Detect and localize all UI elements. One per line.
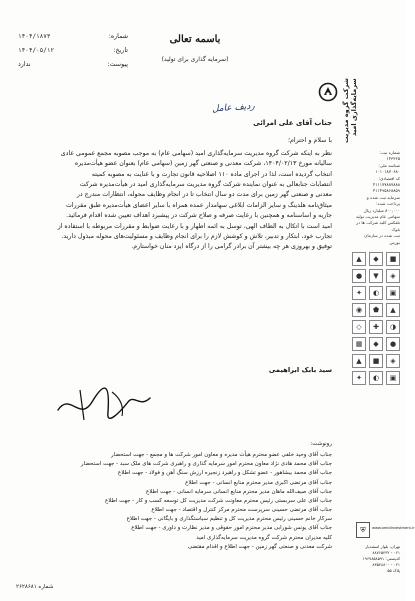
contact-line: پلاک ۵۵ [387, 568, 400, 573]
handwritten-note: ردیف عامل [211, 101, 256, 115]
cc-item: جناب آقای محمد هادی نژاد معاون محترم امور سرمایه گذاری و راهبری شرکت های ملک سبد - جهت استحضار [80, 461, 332, 468]
cc-item: سرکار خانم حسینی رئیس محترم مدیریت کل و تنظیم سیاستگذاری و بایگانی - جهت اطلاع [126, 516, 332, 523]
factory-15-icon: ◑ [386, 320, 400, 334]
factory-22-icon: ✦ [352, 371, 366, 385]
factory-10-icon: ◉ [352, 303, 366, 317]
sidebar-info-line: سهامی عام مدیریت تولید [355, 214, 400, 220]
paragraph-line: سالیانه مورخ ۱۴۰۴/۰۲/۱۳، شرکت معدنی و صنعتی گهر زمین (سهامی عام) بعنوان عضو هیأت‌مدیره [74, 160, 332, 168]
cc-item: جناب آقای یونس شورابی مدیر محترم امور حقوقی و مدیر نظارت و داوری - جهت اطلاع [131, 525, 332, 532]
factory-14-icon: ✚ [369, 320, 383, 334]
sidebar-info-line: شناسه ملی: ۱۰۱۰۱۸۷۰۶۸۰ [375, 162, 400, 175]
meta-date-row [18, 44, 128, 58]
sidebar-info [354, 150, 400, 246]
meta-date-label: تاریخ: [113, 47, 128, 54]
sidebar-info-line: ۱۴۳۳۶۵ [386, 156, 400, 162]
factory-12-icon: ▲ [386, 303, 400, 317]
factory-21-icon: ◈ [386, 354, 400, 368]
cc-item: جناب آقای محمد بیشاهور - عضو تشکل و راهبرد زنجیره ارزش سنگ آهن و فولاد - جهت اطلاع [117, 470, 332, 477]
factory-7-icon: ✦ [352, 286, 366, 300]
contact-line: کدپستی: ۱۹۶۷۸۵۸۵۹۱ [362, 556, 400, 561]
paragraph-line: جاریه و اساسنامه و همچنین با رعایت صرفه و صلاح شرکت در پیشبرد اهداف تعیین شده اقدام فرمائید. [66, 212, 332, 220]
company-website: www.omidinvestment.ir [372, 526, 415, 530]
factory-2-icon: ◆ [369, 252, 383, 266]
sidebar-info-line: شماره ثبت: [379, 150, 400, 155]
contact-line: ۰۲۱ - ۸۸۷۶۵۴۳۲ [372, 550, 400, 555]
meta-number-value: ۱۴۰۴/۱۸۷۳ [18, 33, 51, 40]
factory-3-icon: ■ [386, 252, 400, 266]
factory-11-icon: ⬟ [369, 303, 383, 317]
factory-24-icon: ▣ [386, 371, 400, 385]
cc-item: جناب آقای مرتضی حسینی سرپرست محترم مرکز کنترل و اقتصاد - جهت اطلاع [151, 507, 332, 514]
factory-13-icon: ◇ [352, 320, 366, 334]
paragraph-line: امید است با اتکال به الطاف الهی، توسل به ائمه اطهار و با رعایت ضوابط و مقررات مربوطه با استفاده از [57, 222, 332, 230]
paragraph-line: توفیق و بهروزی هر چه بیشتر آن برادر گرامی را از درگاه ایزد منان خواستارم. [131, 243, 332, 251]
cc-item: کلیه مدیران محترم شرکت گروه مدیریت سرمایه‌گذاری امید [196, 534, 332, 541]
paragraph-line: میثاق‌نامه هلدینگ و سایر الزامات ابلاغی سهامدار عمده همراه با سایر اعضای هیأت‌مدیره طبق مقررات [66, 201, 332, 209]
factory-16-icon: ▦ [352, 337, 366, 351]
meta-attachment-label: پیوست: [107, 61, 128, 68]
sidebar-info-text [354, 150, 400, 246]
bismillah-heading: باسمه تعالی [169, 34, 221, 45]
certificate-emblem-icon: ⛨ [356, 522, 370, 538]
factory-8-icon: ◐ [369, 286, 383, 300]
factory-5-icon: ▼ [369, 269, 383, 283]
cc-item: جناب آقای وحید خلفی عضو محترم هیأت مدیره و معاون امور شرکت ها و مجمع - جهت استحضار [110, 452, 332, 459]
company-contact [352, 544, 400, 574]
factory-9-icon: ▣ [386, 286, 400, 300]
factory-19-icon: ▲ [352, 354, 366, 368]
letter-body [14, 118, 332, 253]
paragraph-line: انتخاب گردیده است، لذا در اجرای ماده ۱۱۰ اصلاحیه قانون تجارت و با عنایت به مصوبه کمیته [91, 170, 332, 178]
sidebar-info-line: ۴۱۱۴۹۵۸۶۸۸۵۹ [373, 188, 400, 194]
cc-item: جناب آقای مرتضی اکبری مدیر محترم منابع انسانی - جهت اطلاع [185, 479, 332, 486]
sidebar-footer [352, 522, 415, 592]
signer-name: سید بابک ابراهیمی [268, 366, 332, 374]
factory-18-icon: ● [386, 337, 400, 351]
sidebar-info-line: تلفکس کلیه شرکت ها در بلوک [356, 220, 400, 232]
factory-17-icon: ◆ [369, 337, 383, 351]
paragraph-line: معدنی و صنعتی گهر زمین برای مدت دو سال انتخاب تا در انجام وظایف محوله، انتظارات مندرج در [76, 191, 332, 199]
greeting: با سلام و احترام؛ [288, 137, 332, 145]
company-logo-icon [318, 82, 338, 102]
factory-6-icon: ◈ [386, 269, 400, 283]
contact-line: تهران، بلوار اسفندیار [365, 544, 400, 549]
sidebar-info-line: سرمایه ثبت شده و پرداخت شده: [366, 194, 400, 207]
subsidiary-logos [352, 252, 400, 385]
cc-item: جناب آقای علی سربستی رئیس محترم معاونت شرکت مدیریت کل توسعه کسب و کار - جهت اطلاع [104, 497, 332, 504]
factory-20-icon: ■ [369, 354, 383, 368]
factory-4-icon: ● [352, 269, 366, 283]
letter-paragraph [14, 149, 332, 253]
meta-number-label: شماره: [108, 33, 128, 40]
factory-1-icon: ▲ [352, 252, 366, 266]
cc-item: جناب آقای صیف‌الله ماهان مدیر محترم منابع انسانی سرمایه انسانی - جهت اطلاع [145, 488, 332, 495]
cc-list [14, 440, 332, 552]
addressee: جناب آقای علی امرائی [253, 119, 332, 127]
signature-image [50, 372, 170, 432]
company-motto: (سرمایه گذاری برای تولید) [161, 56, 229, 63]
contact-line: ۰۲۱ - ۸۳۵۴۸۸۰۰ [372, 562, 400, 567]
sidebar-info-line: کد اقتصادی: ۴۱۱۱۷۷۸۸۷۸۸۸ [373, 175, 400, 188]
paragraph-line: انتصابات جنابعالی به عنوان نماینده شرکت گروه مدیریت سرمایه‌گذاری امید در هیأت‌مدیره شرکت [79, 181, 332, 189]
meta-number-row [18, 30, 128, 44]
meta-date-value: ۱۴۰۴/۰۵/۱۲ [18, 47, 55, 54]
paragraph-line: تجارب خود، ابتکار و تدبیر، تلاش و کوشش لازم را برای انجام وظایف و مسئولیت‌های محوله مبذول دارید. [61, 233, 332, 241]
factory-23-icon: ◐ [369, 371, 383, 385]
meta-attachment-row [18, 58, 128, 72]
footer-number: شماره ۲۶۲۸۶۸۱ [16, 584, 54, 590]
sidebar-info-line: ۸۰۰,۰۰۰ میلیارد ریال [363, 207, 400, 213]
cc-item: شرکت معدنی و صنعتی گهر زمین - جهت اطلاع و اقدام مقتضی [187, 543, 332, 550]
letter-meta [18, 30, 128, 72]
cc-heading: رونوشت: [310, 441, 332, 447]
company-name-vertical: شرکت گروه مدیریت سرمایه‌گذاری امید [342, 78, 358, 143]
sidebar-info-line: ثبت شده در سازمان بورس [364, 233, 400, 245]
meta-attachment-value: ندارد [18, 61, 31, 68]
paragraph-line: نظر به اینکه شرکت گروه مدیریت سرمایه‌گذاری امید (سهامی عام) به موجب مصوبه مجمع عمومی عادی [60, 149, 332, 157]
